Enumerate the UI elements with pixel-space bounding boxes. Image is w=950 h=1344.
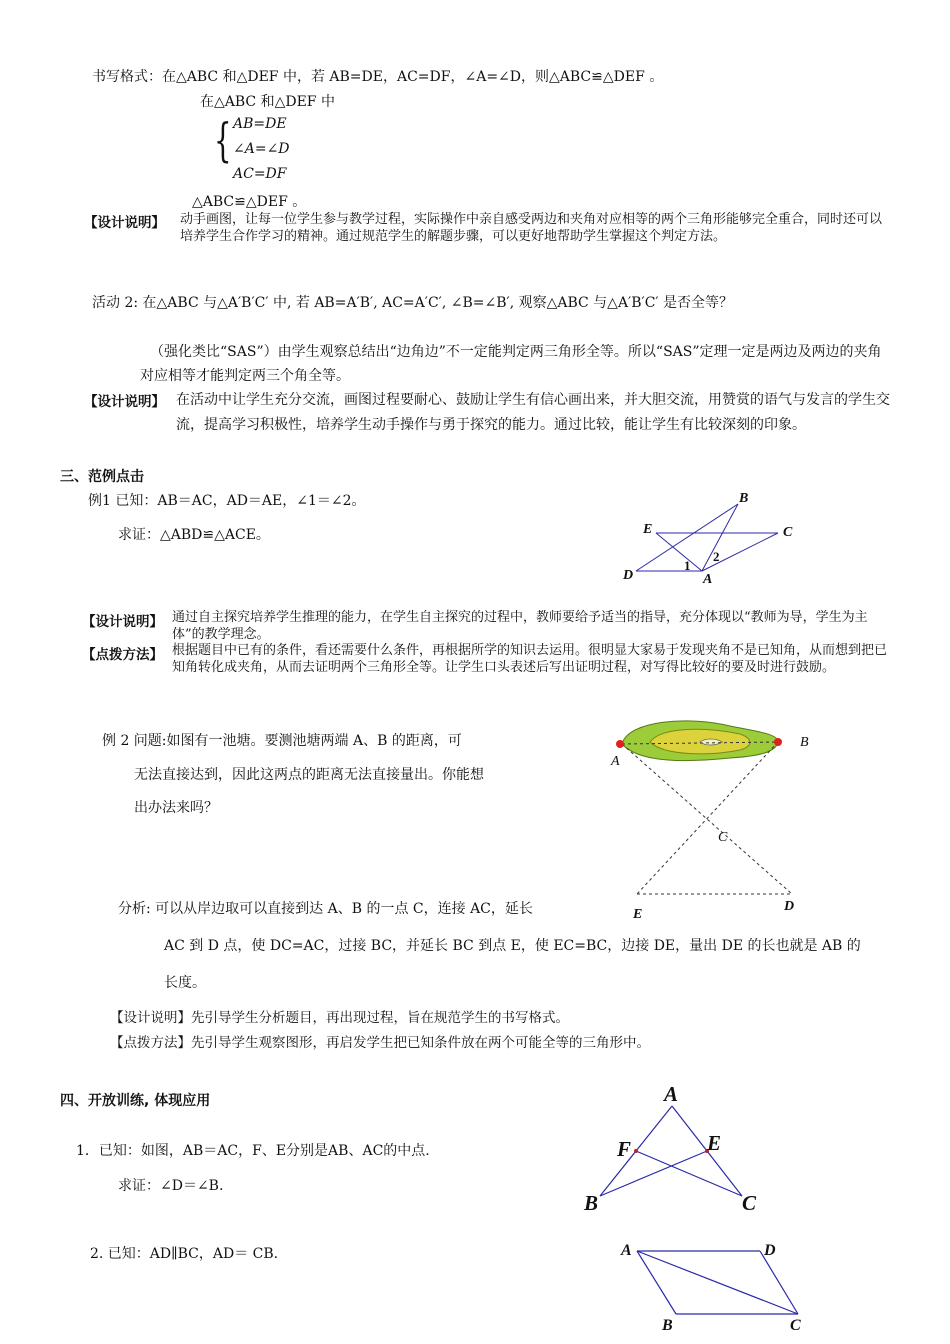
design-note-line: 【设计说明】先引导学生分析题目，再出现过程，旨在规范学生的书写格式。 <box>110 1010 569 1026</box>
example-2-question-2: 无法直接达到，因此这两点的距离无法直接量出。你能想 <box>134 767 484 783</box>
segment-ac <box>637 1251 798 1314</box>
point-label-d: D <box>784 899 795 914</box>
segment-dc <box>760 1251 798 1314</box>
design-note-tag: 【设计说明】 <box>84 394 165 410</box>
exercise-1-given: 1．已知：如图，AB＝AC，F、E分别是AB、AC的中点. <box>76 1143 430 1159</box>
exercise-1-prove: 求证：∠D＝∠B. <box>118 1178 224 1194</box>
activity-2-question: 活动 2: 在△ABC 与△A′B′C′ 中, 若 AB=A′B′, AC=A′C′, ∠B=∠B′, 观察△ABC 与△A′B′C′ 是否全等？ <box>92 295 734 311</box>
format-condition-2: ∠A=∠D <box>233 141 290 157</box>
exercise-2-given: 2. 已知：AD∥BC，AD＝ CB. <box>90 1246 279 1262</box>
section-title: 三、范例点击 <box>60 469 144 485</box>
point-label-d: D <box>764 1242 776 1259</box>
format-condition-1: AB=DE <box>233 116 287 132</box>
example-2-analysis-1: 分析: 可以从岸边取可以直接到达 A、B 的一点 C，连接 AC，延长 <box>118 901 533 917</box>
format-given-line: 在△ABC 和△DEF 中 <box>200 94 335 110</box>
example-1-prove: 求证：△ABD≌△ACE。 <box>118 527 270 543</box>
section-title: 四、开放训练, 体现应用 <box>60 1093 211 1109</box>
point-label-d: D <box>623 568 634 583</box>
format-conclusion: △ABC≌△DEF 。 <box>192 194 307 210</box>
activity-2-note: （强化类比“SAS”）由学生观察总结出“边角边”不一定能判定两三角形全等。所以“SAS”定理一定是两边及两边的夹角对应相等才能判定两三个角全等。 <box>140 344 882 384</box>
example-2-analysis-3: 长度。 <box>164 975 206 991</box>
format-line: 书写格式：在△ABC 和△DEF 中，若 AB=DE，AC=DF，∠A=∠D，则△ABC≌△DEF 。 <box>92 69 664 85</box>
point-label-e: E <box>633 907 643 922</box>
point-label-b: B <box>584 1191 599 1215</box>
point-label-f: F <box>617 1137 632 1161</box>
example-1-given: 例1 已知：AB＝AC，AD＝AE，∠1＝∠2。 <box>88 493 366 509</box>
point-label-c: C <box>718 830 728 845</box>
point-label-a: A <box>621 1242 632 1259</box>
point-label-a: A <box>664 1082 679 1106</box>
point-label-b: B <box>662 1317 673 1334</box>
brace-symbol: { <box>214 113 232 167</box>
method-text: 根据题目中已有的条件，看还需要什么条件，再根据所学的知识去运用。很明显大家易于发现夹角不是已知角，从而想到把已知角转化成夹角，从而去证明两个三角形全等。让学生口头表述后写出证明过程，对写得比较好的要及时进行鼓励。 <box>172 643 888 675</box>
design-note-text: 通过自主探究培养学生推理的能力，在学生自主探究的过程中，教师要给予适当的指导，充分体现以“教师为导，学生为主体”的教学理念。 <box>172 610 868 642</box>
design-note-tag: 【设计说明】 <box>82 614 163 630</box>
example-2-question-1: 例 2 问题:如图有一池塘。要测池塘两端 A、B 的距离，可 <box>102 733 462 749</box>
point-label-a: A <box>703 572 713 587</box>
point-label-e: E <box>643 522 653 537</box>
point-label-c: C <box>742 1191 757 1215</box>
point-label-c: C <box>790 1317 801 1334</box>
design-note-text: 在活动中让学生充分交流，画图过程要耐心、鼓励让学生有信心画出来，并大胆交流，用赞赏的语气与发言的学生交流，提高学习积极性，培养学生动手操作与勇于探究的能力。通过比较，能让学生有比较深刻的印象。 <box>176 392 890 433</box>
angle-label-2: 2 <box>713 549 720 564</box>
format-condition-3: AC=DF <box>233 166 287 182</box>
example-2-analysis-2: AC 到 D 点，使 DC=AC，过接 BC，并延长 BC 到点 E，使 EC=BC，边接 DE，量出 DE 的长也就是 AB 的 <box>164 938 861 954</box>
point-label-b: B <box>800 735 809 750</box>
method-line: 【点拨方法】先引导学生观察图形，再启发学生把已知条件放在两个可能全等的三角形中。 <box>110 1035 650 1051</box>
point-label-a: A <box>611 754 620 769</box>
design-note-tag: 【设计说明】 <box>84 215 165 231</box>
method-tag: 【点拨方法】 <box>82 647 163 663</box>
segment-ab <box>637 1251 676 1314</box>
point-label-c: C <box>783 525 793 540</box>
point-label-e: E <box>707 1131 722 1155</box>
angle-label-1: 1 <box>684 558 691 573</box>
point-label-b: B <box>739 491 749 506</box>
design-note-text: 动手画图，让每一位学生参与教学过程，实际操作中亲自感受两边和夹角对应相等的两个三角形能够完全重合，同时还可以培养学生合作学习的精神。通过规范学生的解题步骤，可以更好地帮助学生掌握这个判定方法。 <box>180 212 883 244</box>
example-2-question-3: 出办法来吗？ <box>134 800 218 816</box>
